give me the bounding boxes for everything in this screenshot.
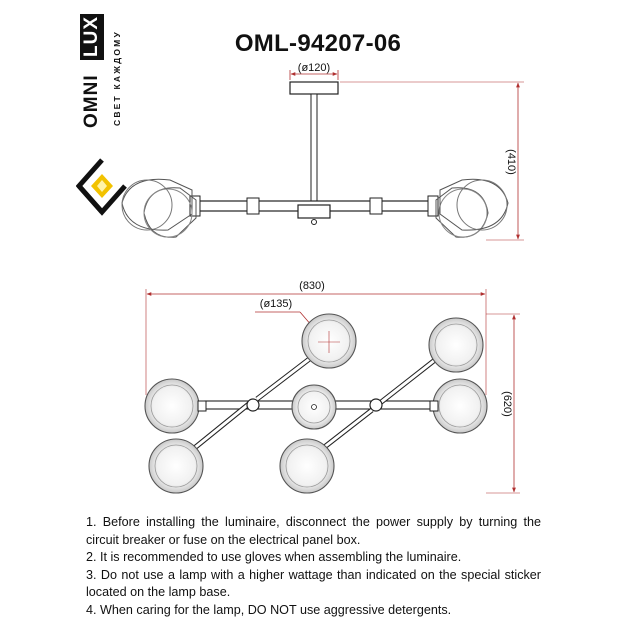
top-shade-left [145, 379, 206, 433]
logo-omni-text: OMNI [81, 74, 102, 128]
side-shade-left [122, 179, 196, 237]
top-joint [370, 399, 382, 411]
dim-depth-label: (620) [501, 391, 513, 417]
note-item: 3. Do not use a lamp with a higher wattage than indicated on the special sticker located on the lamp base. [86, 567, 541, 600]
side-shade-right [436, 179, 508, 237]
top-shade-right [430, 379, 487, 433]
side-canopy [290, 82, 338, 94]
dim-depth [486, 314, 520, 493]
top-view [145, 280, 520, 493]
side-joint [370, 198, 382, 214]
logo-lux-text: LUX [81, 16, 102, 58]
note-item: 2. It is recommended to use gloves when assembling the luminaire. [86, 550, 462, 565]
logo-tagline: СВЕТ КАЖДОМУ [112, 30, 122, 126]
top-shade-center [292, 385, 336, 429]
dim-width-label: (830) [299, 280, 325, 292]
side-hub [298, 205, 330, 218]
dim-height-label: (410) [505, 149, 517, 175]
note-item: 4. When caring for the lamp, DO NOT use aggressive detergents. [86, 602, 452, 617]
dim-canopy [290, 62, 338, 80]
top-joint [247, 399, 259, 411]
top-shade-top-center [302, 314, 356, 368]
top-shade-bottom-center [280, 439, 334, 493]
dim-shade-label: (ø135) [259, 298, 293, 310]
side-joint [247, 198, 259, 214]
model-title: OML-94207-06 [234, 30, 402, 57]
side-rod [311, 94, 317, 206]
side-view [122, 62, 524, 240]
top-shade-bottom-left [149, 439, 203, 493]
dim-shade [255, 298, 312, 326]
top-shade-top-right [429, 318, 483, 372]
note-item: 1. Before installing the luminaire, disconnect the power supply by turning the circuit breaker or fuse on the electrical panel box. [86, 515, 541, 547]
safety-notes [86, 514, 541, 620]
dim-canopy-label: (ø120) [297, 62, 331, 74]
